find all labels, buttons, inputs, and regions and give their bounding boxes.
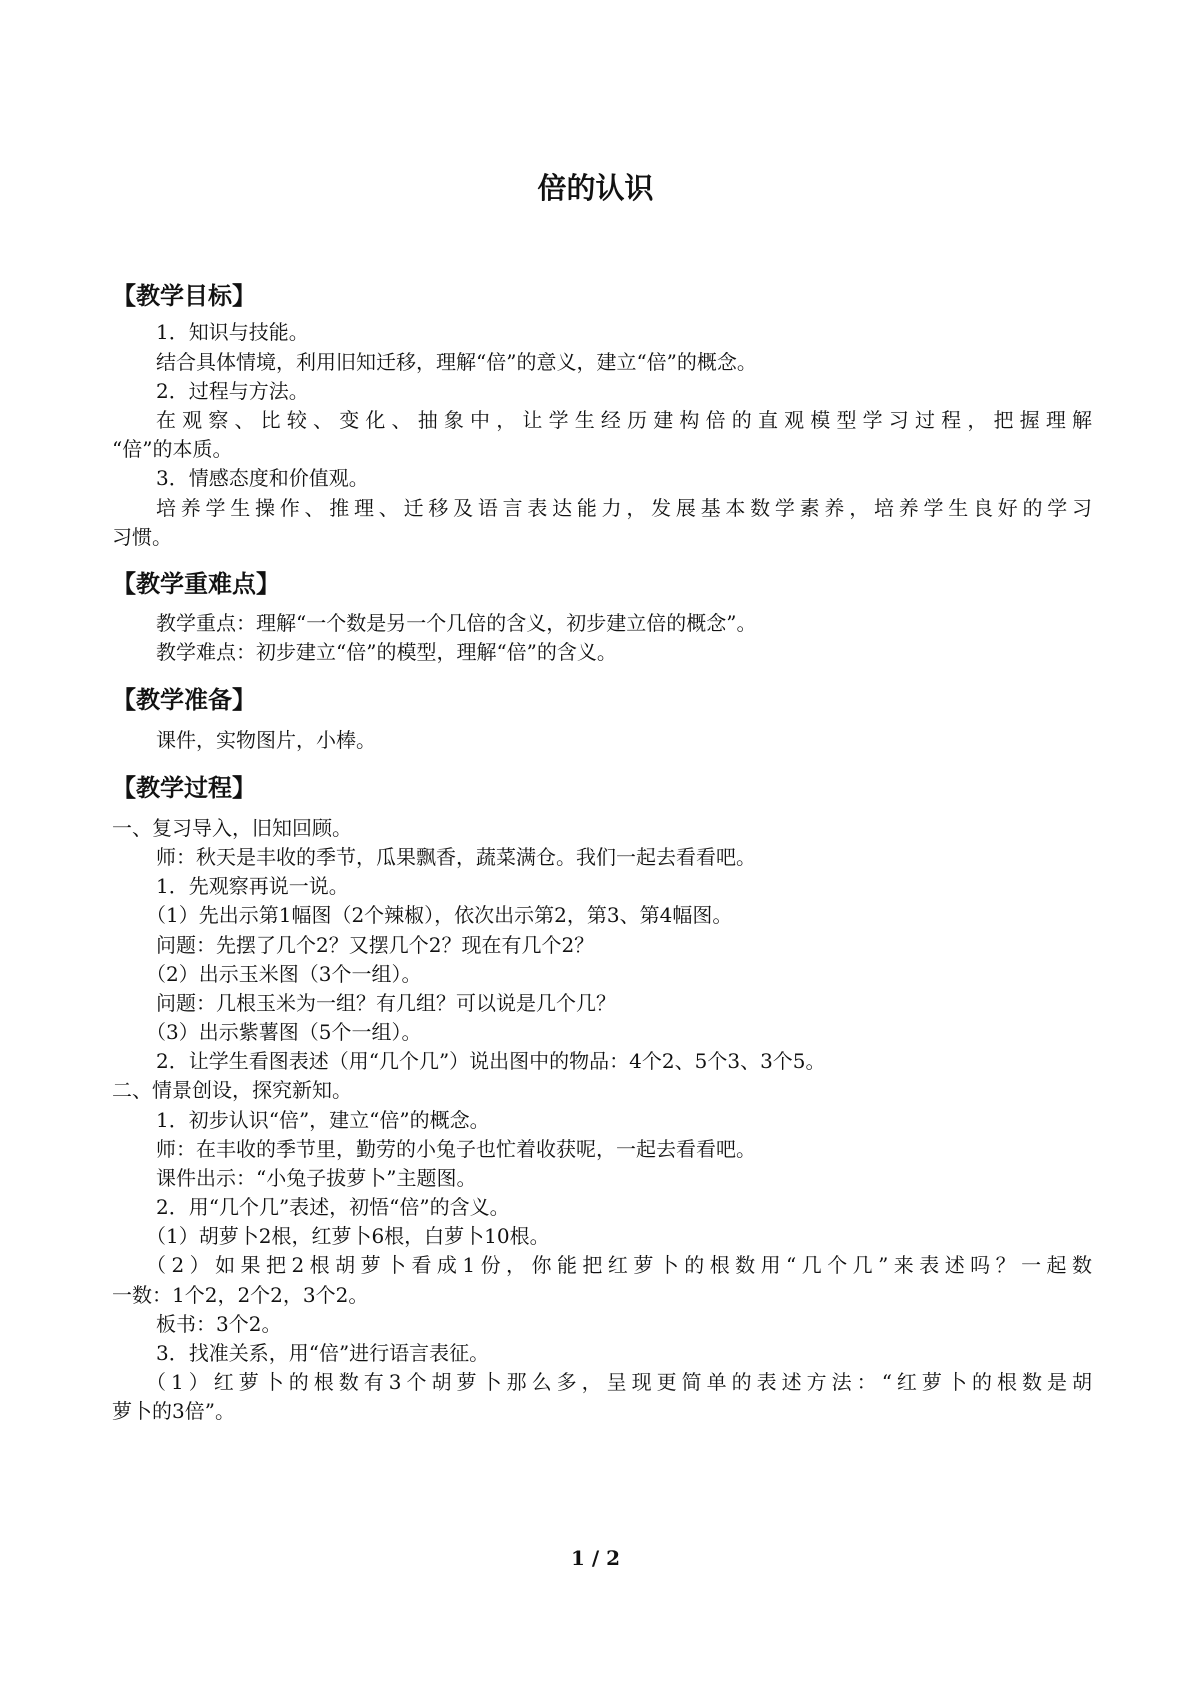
text-line: 一数：1个2，2个2，3个2。 xyxy=(112,1283,369,1307)
text-line: 1．初步认识“倍”，建立“倍”的概念。 xyxy=(156,1108,490,1132)
section-heading-preparation: 【教学准备】 xyxy=(112,686,256,714)
text-line: 教学重点：理解“一个数是另一个几倍的含义，初步建立倍的概念”。 xyxy=(156,611,757,635)
text-line: 问题：几根玉米为一组？有几组？可以说是几个几？ xyxy=(156,991,616,1015)
text-line: 3．找准关系，用“倍”进行语言表征。 xyxy=(156,1341,490,1365)
section-heading-process: 【教学过程】 xyxy=(112,774,256,802)
text-line: 1．先观察再说一说。 xyxy=(156,874,349,898)
text-line: 师：在丰收的季节里，勤劳的小兔子也忙着收获呢，一起去看看吧。 xyxy=(156,1137,756,1161)
text-line: 3．情感态度和价值观。 xyxy=(156,466,369,490)
text-line: 一、复习导入，旧知回顾。 xyxy=(112,816,352,840)
text-line: 问题：先摆了几个2？又摆几个2？现在有几个2？ xyxy=(156,933,595,957)
text-line: “倍”的本质。 xyxy=(112,437,233,461)
text-line: 在观察、比较、变化、抽象中，让学生经历建构倍的直观模型学习过程，把握理解 xyxy=(156,408,1092,432)
text-line: 萝卜的3倍”。 xyxy=(112,1399,235,1423)
text-line: （3）出示紫薯图（5个一组）。 xyxy=(146,1020,422,1044)
text-line: 2．让学生看图表述（用“几个几”）说出图中的物品：4个2、5个3、3个5。 xyxy=(156,1049,826,1073)
section-heading-key-points: 【教学重难点】 xyxy=(112,570,280,598)
page-number: 1 / 2 xyxy=(570,1546,621,1570)
text-line: 1．知识与技能。 xyxy=(156,320,309,344)
text-line: 课件出示：“小兔子拔萝卜”主题图。 xyxy=(156,1166,477,1190)
text-line: 二、情景创设，探究新知。 xyxy=(112,1078,352,1102)
text-line: 结合具体情境，利用旧知迁移，理解“倍”的意义，建立“倍”的概念。 xyxy=(156,350,757,374)
text-line: 2．过程与方法。 xyxy=(156,379,309,403)
text-line: 课件，实物图片，小棒。 xyxy=(156,728,376,752)
text-line: 教学难点：初步建立“倍”的模型，理解“倍”的含义。 xyxy=(156,640,617,664)
page-title: 倍的认识 xyxy=(537,171,654,205)
text-line: （1）先出示第1幅图（2个辣椒），依次出示第2，第3、第4幅图。 xyxy=(146,903,733,927)
text-line: （2）如果把2根胡萝卜看成1份，你能把红萝卜的根数用“几个几”来表述吗？一起数 xyxy=(146,1253,1092,1277)
text-line: 习惯。 xyxy=(112,525,172,549)
text-line: （2）出示玉米图（3个一组）。 xyxy=(146,962,422,986)
text-line: 培养学生操作、推理、迁移及语言表达能力，发展基本数学素养，培养学生良好的学习 xyxy=(156,496,1092,520)
section-heading-goals: 【教学目标】 xyxy=(112,282,256,310)
text-line: 2．用“几个几”表述，初悟“倍”的含义。 xyxy=(156,1195,510,1219)
text-line: （1）胡萝卜2根，红萝卜6根，白萝卜10根。 xyxy=(146,1224,550,1248)
text-line: 师：秋天是丰收的季节，瓜果飘香，蔬菜满仓。我们一起去看看吧。 xyxy=(156,845,756,869)
text-line: （1）红萝卜的根数有3个胡萝卜那么多，呈现更简单的表述方法：“红萝卜的根数是胡 xyxy=(146,1370,1092,1394)
text-line: 板书：3个2。 xyxy=(156,1312,282,1336)
